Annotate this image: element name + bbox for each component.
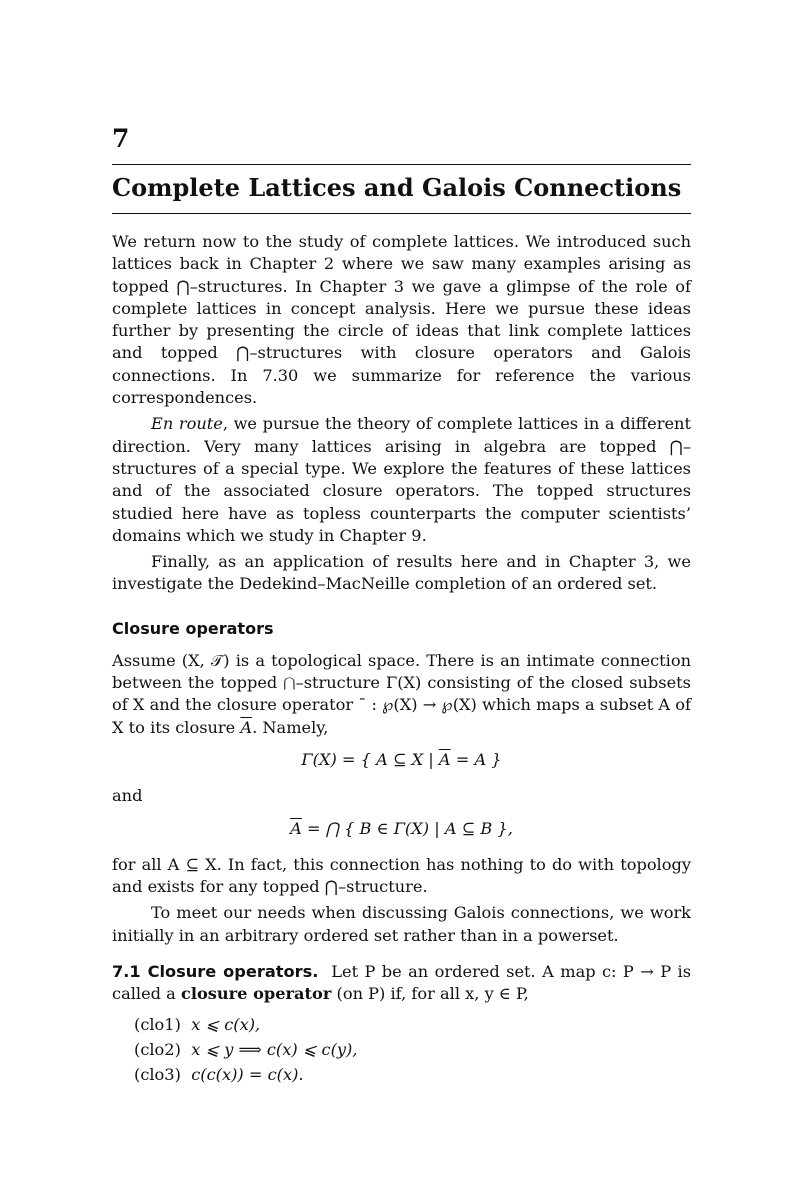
equation-1-right: = A } [450,749,502,769]
definition-paragraph [112,961,691,1006]
chapter-number: 7 [112,124,130,153]
axiom-formula: x ⩽ c(x), [191,1014,261,1034]
section-paragraph-1-text: Assume (X, 𝒯) is a topological space. There is an intimate connection between the topped ⋂–structure Γ(X) consisting of the closed subsets of X and the closure operator ¯ : ℘(X) → ℘(X) which maps a subset A of X to its closure [112,650,691,737]
axiom-formula: x ⩽ y ⟹ c(x) ⩽ c(y), [191,1039,358,1059]
axiom-label: (clo1) [134,1014,181,1034]
page-body [112,231,691,1087]
section-paragraph-1-end: . Namely, [252,717,329,737]
title-rule-top [112,164,691,165]
equation-closed-sets [112,749,691,771]
en-route-emphasis: En route [151,414,223,434]
equation-2-closure-A: $\overline{A}$ [290,818,302,838]
definition-text-b: (on P) if, for all x, y ∈ P, [331,984,529,1004]
intro-paragraph-3: Finally, as an application of results here and in Chapter 3, we investigate the Dedekind–MacNeille completion of an ordered set. [112,552,691,594]
section-paragraph-3: To meet our needs when discussing Galois connections, we work initially in an arbitrary ordered set rather than in a powerset. [112,903,691,945]
title-rule-bottom [112,213,691,214]
list-item [134,1037,691,1062]
definition-term: closure operator [180,984,332,1004]
closure-A: $\overline{A}$ [240,717,253,737]
axiom-label: (clo2) [134,1039,181,1059]
chapter-title: Complete Lattices and Galois Connections [112,173,682,202]
axiom-formula: c(c(x)) = c(x). [191,1064,304,1084]
intro-paragraph-2 [112,413,691,547]
list-item [134,1012,691,1037]
list-item [134,1062,691,1087]
definition-text-a: Let P be an ordered set. A map c: P → P is called a [112,962,692,1004]
intro-paragraph-2-rest: , we pursue the theory of complete lattices in a different direction. Very many lattices arising in algebra are topped ⋂–structures of a special type. We explore the features of these lattices and of the associated closure operators. The topped structures studied here have as topless counterparts the computer scientists’ domains which we study in Chapter 9. [112,414,691,545]
and-text: and [112,786,143,806]
equation-2-rest: = ⋂ { B ∈ Γ(X) | A ⊆ B }, [301,818,513,838]
equation-1-left: Γ(X) = { A ⊆ X | [301,749,439,769]
equation-closure [112,818,691,840]
equation-1-closure-A: $\overline{A}$ [438,749,451,769]
intro-paragraph-1: We return now to the study of complete lattices. We introduced such lattices back in Chapter 2 where we saw many examples arising as topped ⋂–structures. In Chapter 3 we gave a glimpse of the role of complete lattices in concept analysis. Here we pursue these ideas further by presenting the circle of ideas that link complete lattices and topped ⋂–structures with closure operators and Galois connections. In 7.30 we summarize for reference the various correspondences. [112,232,691,408]
section-paragraph-1 [112,650,691,739]
definition-heading: 7.1 Closure operators. [112,962,319,982]
section-heading: Closure operators [112,618,274,638]
closure-axioms-list [112,1012,691,1087]
section-paragraph-2: for all A ⊆ X. In fact, this connection has nothing to do with topology and exists for any topped ⋂–structure. [112,854,691,897]
axiom-label: (clo3) [134,1064,181,1084]
